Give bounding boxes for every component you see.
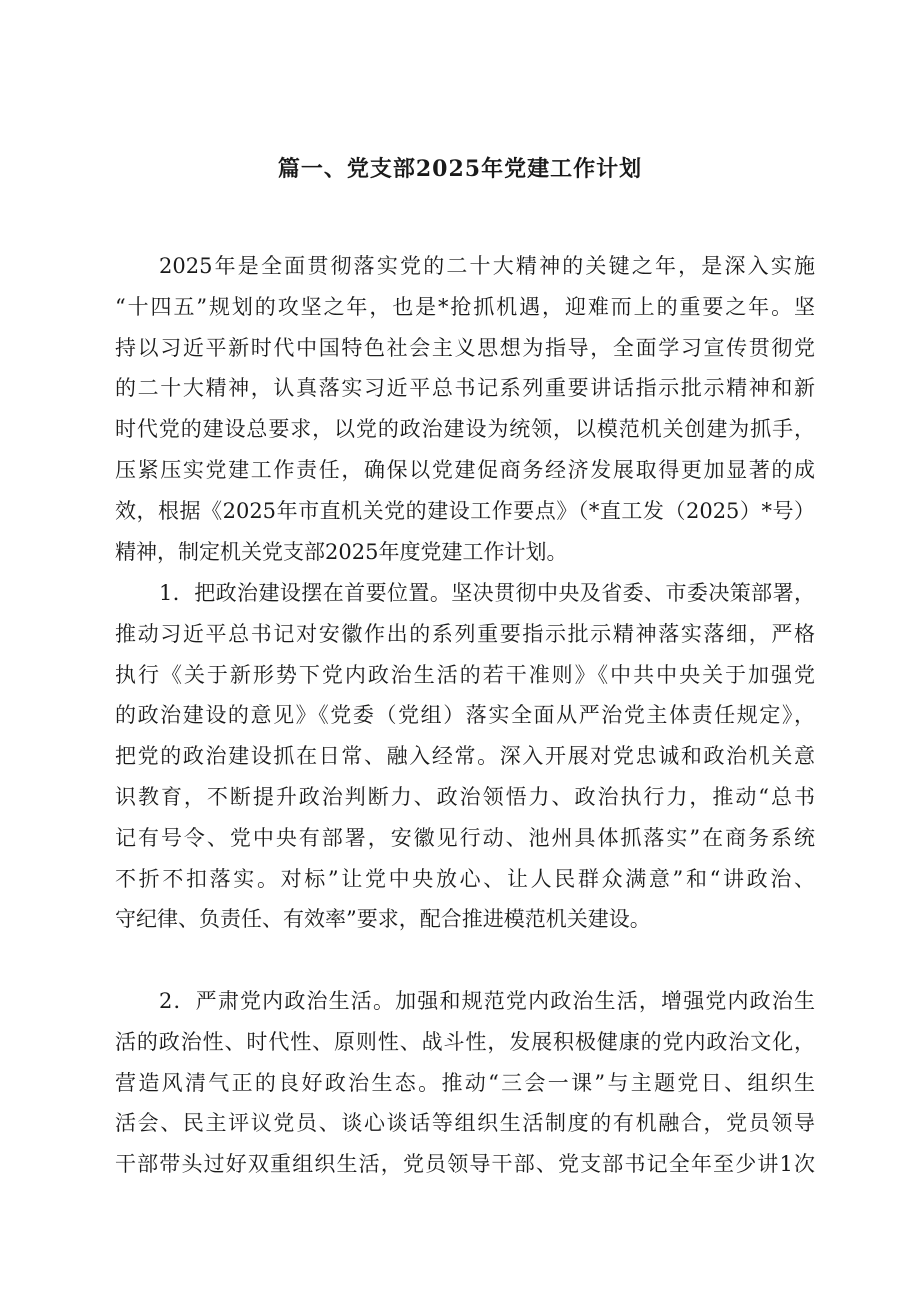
paragraph-line: 效，根据《2025年市直机关党的建设工作要点》（*直工发（2025）*号） — [115, 498, 815, 523]
paragraph-line: 的政治建设的意见》《党委（党组）落实全面从严治党主体责任规定》， — [115, 703, 815, 728]
paragraph-line: 2．严肃党内政治生活。加强和规范党内政治生活，增强党内政治生 — [159, 989, 815, 1013]
section-1-paragraph — [115, 573, 815, 940]
paragraph-line: 持以习近平新时代中国特色社会主义思想为指导，全面学习宣传贯彻党 — [115, 335, 815, 360]
paragraph-line: 的二十大精神，认真落实习近平总书记系列重要讲话指示批示精神和新 — [115, 376, 815, 401]
paragraph-line: “十四五”规划的攻坚之年，也是*抢抓机遇，迎难而上的重要之年。坚 — [115, 294, 815, 319]
intro-paragraph — [115, 246, 815, 572]
section-2-paragraph — [115, 981, 815, 1185]
paragraph-line: 活会、民主评议党员、谈心谈话等组织生活制度的有机融合，党员领导 — [115, 1111, 815, 1136]
paragraph-line: 1．把政治建设摆在首要位置。坚决贯彻中央及省委、市委决策部署， — [159, 581, 815, 605]
paragraph-line: 活的政治性、时代性、原则性、战斗性，发展积极健康的党内政治文化， — [115, 1029, 815, 1054]
paragraph-line: 把党的政治建设抓在日常、融入经常。深入开展对党忠诚和政治机关意 — [115, 744, 815, 769]
paragraph-line: 不折不扣落实。对标”让党中央放心、让人民群众满意”和“讲政治、 — [115, 866, 815, 891]
paragraph-line: 压紧压实党建工作责任，确保以党建促商务经济发展取得更加显著的成 — [115, 457, 815, 482]
paragraph-line: 2025年是全面贯彻落实党的二十大精神的关键之年，是深入实施 — [159, 254, 815, 278]
paragraph-line: 时代党的建设总要求，以党的政治建设为统领，以模范机关创建为抓手， — [115, 417, 815, 442]
paragraph-line: 干部带头过好双重组织生活，党员领导干部、党支部书记全年至少讲1次 — [115, 1152, 815, 1177]
paragraph-line: 推动习近平总书记对安徽作出的系列重要指示批示精神落实落细，严格 — [115, 621, 815, 646]
document-title: 篇一、党支部2025年党建工作计划 — [277, 156, 643, 182]
paragraph-line: 执行《关于新形势下党内政治生活的若干准则》《中共中央关于加强党 — [115, 662, 815, 687]
paragraph-line: 精神，制定机关党支部2025年度党建工作计划。 — [115, 539, 568, 564]
paragraph-line: 守纪律、负责任、有效率”要求，配合推进模范机关建设。 — [115, 907, 651, 932]
paragraph-line: 识教育，不断提升政治判断力、政治领悟力、政治执行力，推动“总书 — [115, 784, 815, 809]
paragraph-line: 营造风清气正的良好政治生态。推动“三会一课”与主题党日、组织生 — [115, 1070, 815, 1095]
paragraph-line: 记有号令、党中央有部署，安徽见行动、池州具体抓落实”在商务系统 — [115, 825, 815, 850]
